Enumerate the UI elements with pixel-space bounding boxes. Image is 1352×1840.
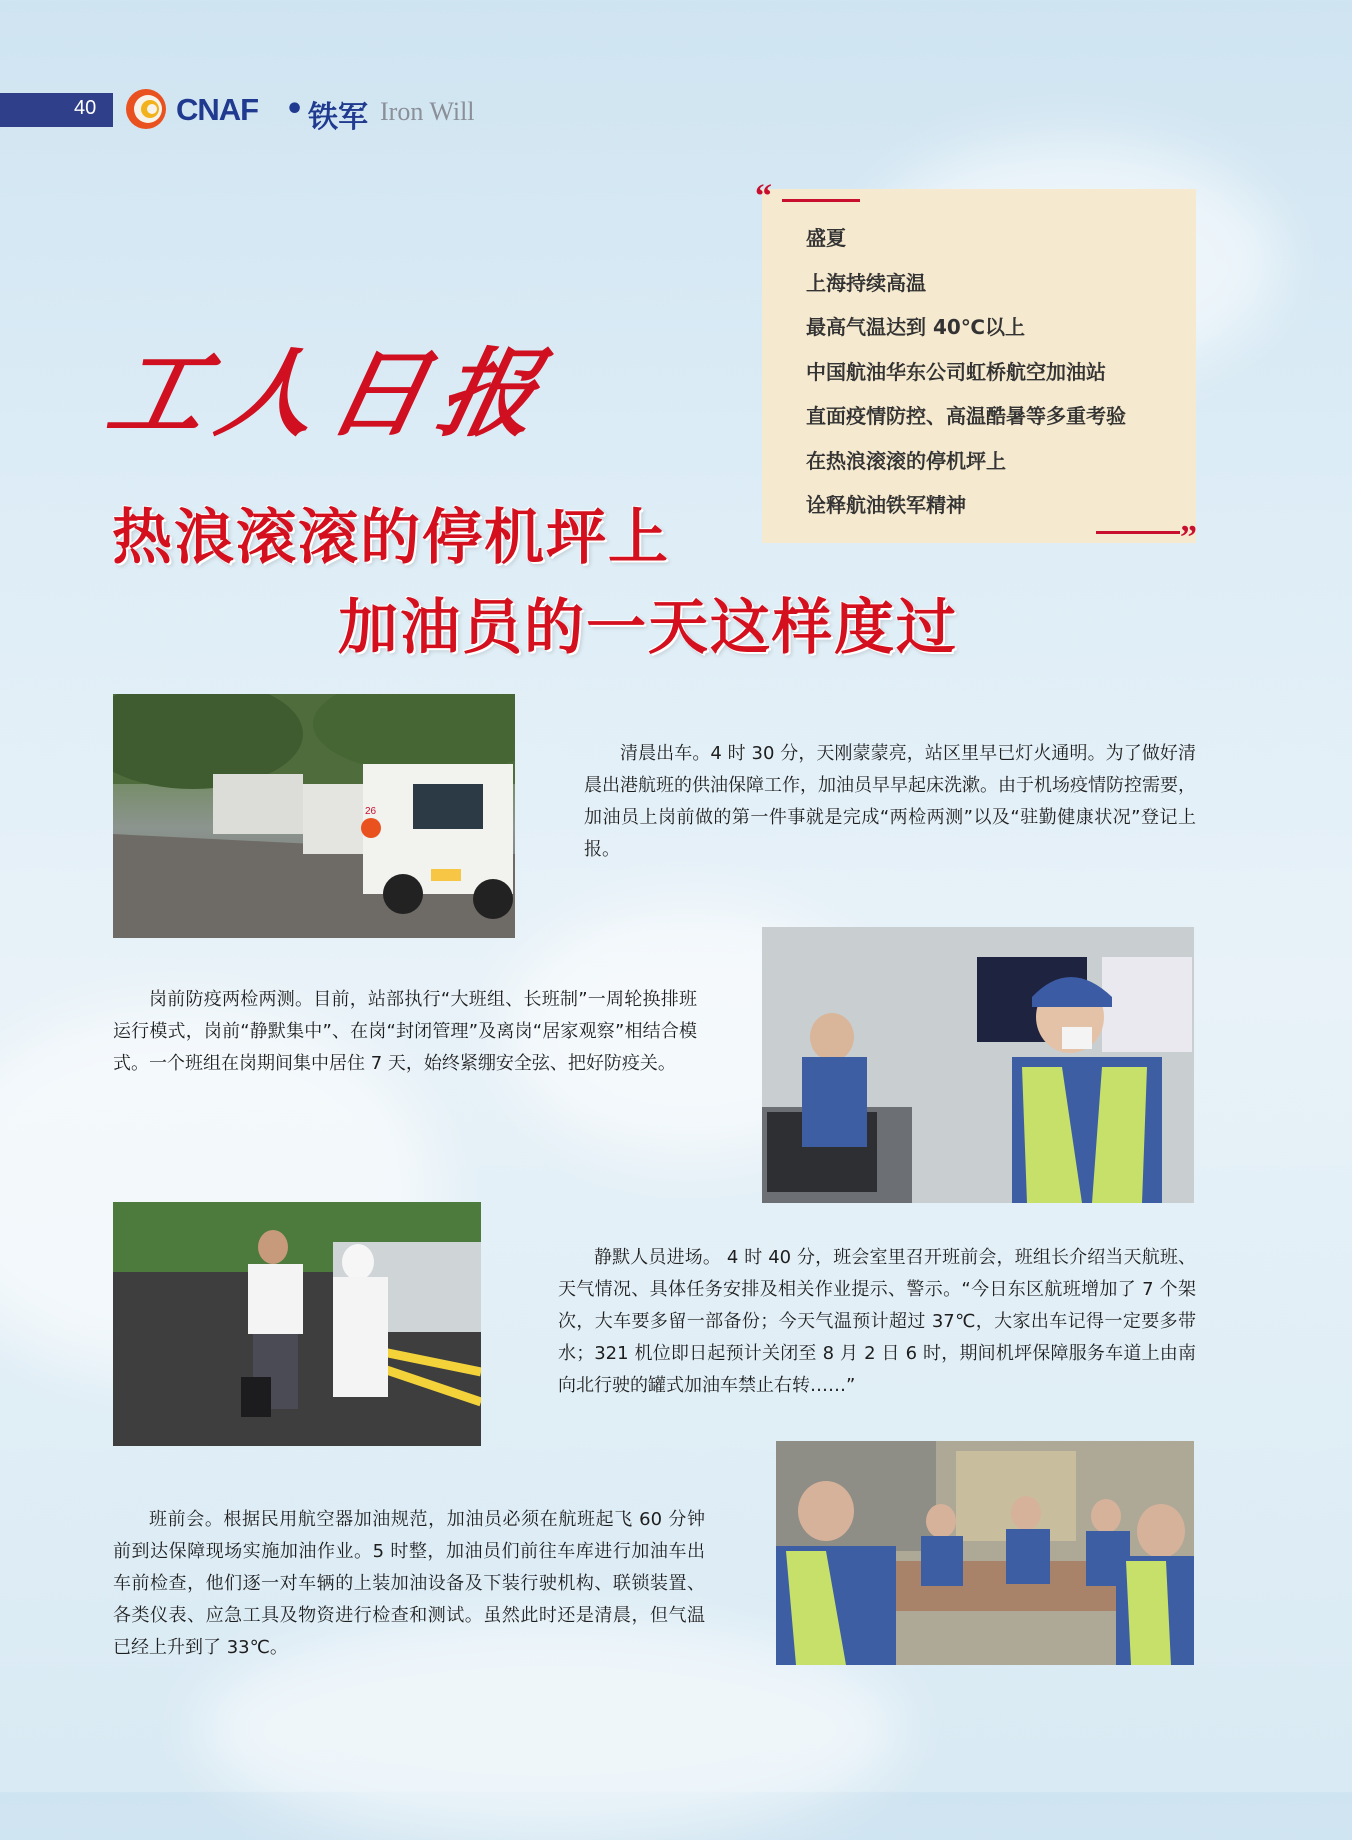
photo-team-meeting [776, 1441, 1194, 1665]
headline-line-1: 热浪滚滚的停机坪上 [112, 503, 670, 573]
quote-line: 盛夏 [806, 226, 846, 250]
cnaf-logo-icon [124, 87, 168, 131]
quote-line: 在热浪滚滚的停机坪上 [806, 448, 1006, 473]
brand-name: CNAF [176, 92, 259, 127]
quote-rule-top [782, 199, 860, 202]
photo-ppe-check [113, 1202, 481, 1446]
quote-line: 中国航油华东公司虹桥航空加油站 [806, 359, 1106, 384]
photo-health-check [762, 927, 1194, 1203]
truck-number: 26 [365, 806, 377, 817]
quote-line: 直面疫情防控、高温酷暑等多重考验 [806, 404, 1126, 428]
section-title-en: Iron Will [380, 97, 475, 126]
paragraph-pre-shift-meeting: 班前会。根据民用航空器加油规范，加油员必须在航班起飞 60 分钟前到达保障现场实施加油作业。5 时整，加油员们前往车库进行加油车出车前检查，他们逐一对车辆的上装加油设备及下装行驶机构、联锁装置、各类仪表、应急工具及物资进行检查和测试。虽然此时还是清晨，但气温已经上升到了 33℃。 [113, 1509, 705, 1658]
photo-fuel-trucks [113, 694, 515, 938]
page-number: 40 [74, 97, 97, 119]
paragraph-silent-entry: 静默人员进场。 4 时 40 分，班会室里召开班前会，班组长介绍当天航班、天气情况、具体任务安排及相关作业提示、警示。“今日东区航班增加了 7 个架次，大车要多留一部备份；今天气温预计超过 37℃，大家出车记得一定要多带水；321 机位即日起预计关闭至 8 月 2 日 6 时，期间机坪保障服务车道上由南向北行驶的罐式加油车禁止右转……” [558, 1247, 1196, 1396]
quote-close-mark: ” [1180, 519, 1197, 556]
paragraph-early-departure: 清晨出车。4 时 30 分，天刚蒙蒙亮，站区里早已灯火通明。为了做好清晨出港航班的供油保障工作，加油员早早起床洗漱。由于机场疫情防控需要，加油员上岗前做的第一件事就是完成“两检两测”以及“驻勤健康状况”登记上报。 [584, 743, 1196, 860]
quote-line: 上海持续高温 [806, 270, 926, 295]
intro-quote-lines [806, 224, 1126, 536]
paragraph-pre-duty-check: 岗前防疫两检两测。目前，站部执行“大班组、长班制”一周轮换排班运行模式，岗前“静默集中”、在岗“封闭管理”及离岗“居家观察”相结合模式。一个班组在岗期间集中居住 7 天，始终紧绷安全弦、把好防疫关。 [113, 989, 697, 1074]
header-separator: • [285, 92, 305, 127]
newspaper-masthead: 工人日报 [98, 337, 563, 450]
quote-line: 诠释航油铁军精神 [806, 493, 966, 517]
quote-line: 最高气温达到 40℃以上 [806, 315, 1026, 339]
quote-open-mark: “ [755, 178, 772, 215]
section-title-cn: 铁军 [308, 100, 368, 135]
headline-line-2: 加油员的一天这样度过 [338, 593, 958, 663]
